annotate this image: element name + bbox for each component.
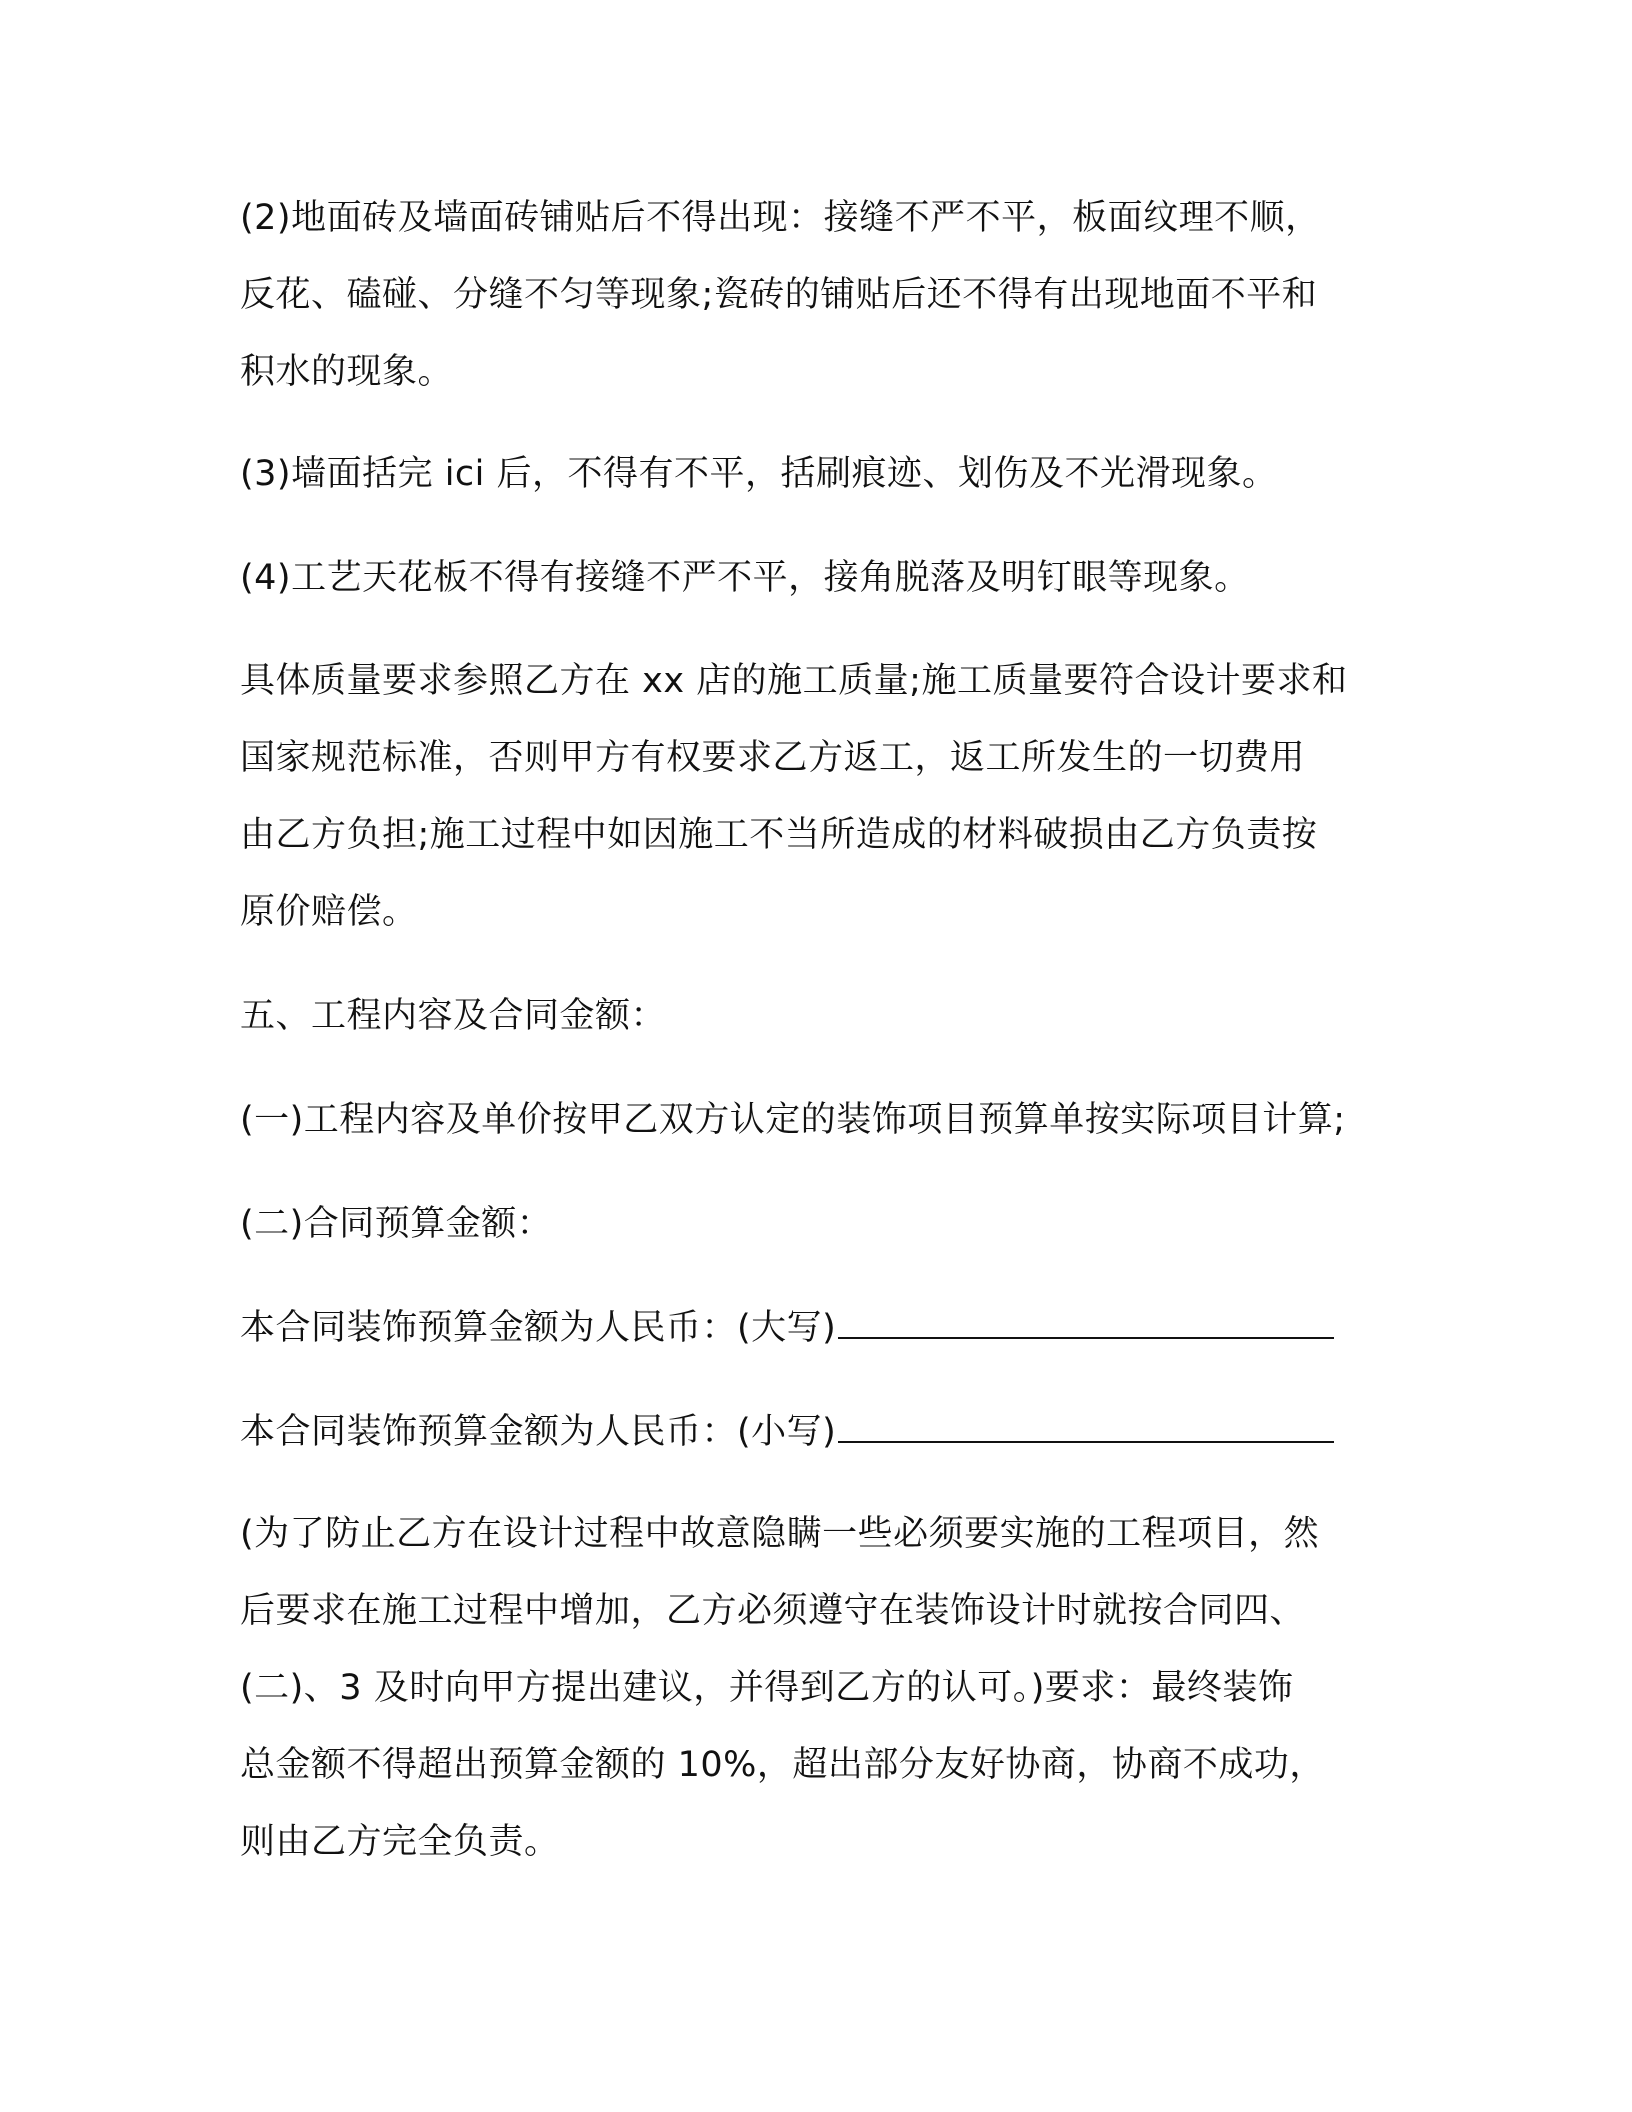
note-paragraph-line-4: 总金额不得超出预算金额的 10%，超出部分友好协商，协商不成功，	[240, 1745, 1325, 1785]
quality-paragraph-line-3: 由乙方负担;施工过程中如因施工不当所造成的材料破损由乙方负责按	[240, 815, 1318, 855]
amount-numeric-row	[240, 1410, 1334, 1454]
clause-2-line-3: 积水的现象。	[240, 352, 454, 392]
amount-capital-blank	[838, 1307, 1334, 1339]
amount-capital-row	[240, 1306, 1334, 1350]
amount-numeric-label: 本合同装饰预算金额为人民币：(小写)	[240, 1412, 837, 1452]
section-five-heading: 五、工程内容及合同金额：	[240, 996, 667, 1036]
note-paragraph-line-1: (为了防止乙方在设计过程中故意隐瞒一些必须要实施的工程项目，然	[240, 1514, 1320, 1554]
note-paragraph-line-5: 则由乙方完全负责。	[240, 1822, 560, 1862]
sub-clause-one: (一)工程内容及单价按甲乙双方认定的装饰项目预算单按实际项目计算;	[240, 1100, 1346, 1140]
clause-2-line-2: 反花、磕碰、分缝不匀等现象;瓷砖的铺贴后还不得有出现地面不平和	[240, 275, 1318, 315]
amount-numeric-blank	[838, 1411, 1334, 1443]
clause-2-line-1: (2)地面砖及墙面砖铺贴后不得出现：接缝不严不平，板面纹理不顺，	[240, 198, 1321, 238]
clause-4: (4)工艺天花板不得有接缝不严不平，接角脱落及明钉眼等现象。	[240, 558, 1250, 598]
amount-capital-label: 本合同装饰预算金额为人民币：(大写)	[240, 1308, 837, 1348]
sub-clause-two: (二)合同预算金额：	[240, 1204, 553, 1244]
note-paragraph-line-2: 后要求在施工过程中增加，乙方必须遵守在装饰设计时就按合同四、	[240, 1591, 1306, 1631]
clause-3: (3)墙面括完 ici 后，不得有不平，括刷痕迹、划伤及不光滑现象。	[240, 454, 1278, 494]
quality-paragraph-line-4: 原价赔偿。	[240, 892, 418, 932]
note-paragraph-line-3: (二)、3 及时向甲方提出建议，并得到乙方的认可。)要求：最终装饰	[240, 1668, 1294, 1708]
quality-paragraph-line-2: 国家规范标准，否则甲方有权要求乙方返工，返工所发生的一切费用	[240, 738, 1306, 778]
quality-paragraph-line-1: 具体质量要求参照乙方在 xx 店的施工质量;施工质量要符合设计要求和	[240, 661, 1348, 701]
